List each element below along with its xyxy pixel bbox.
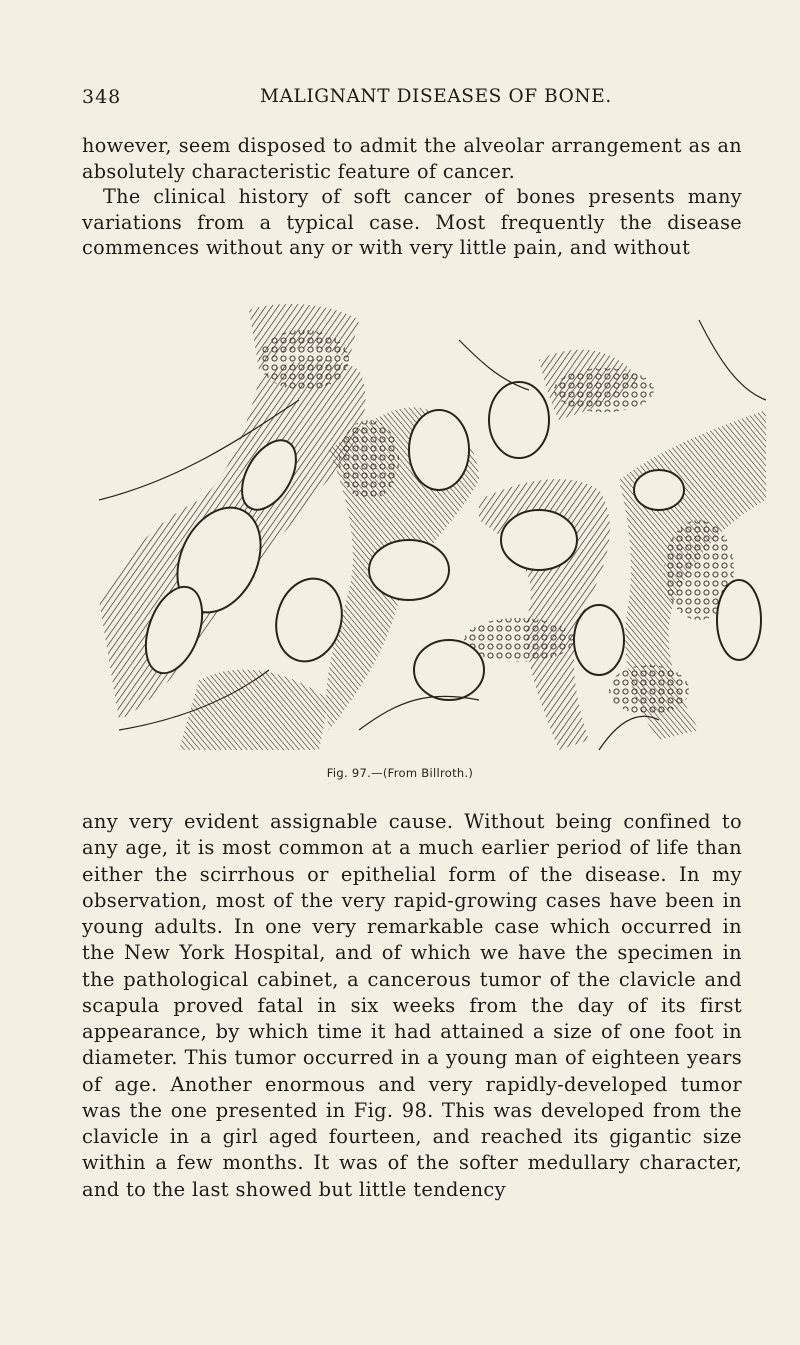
text-block-top [82,133,742,261]
alveolar-stroma-illustration [99,300,766,752]
paragraph-continued: however, seem disposed to admit the alveolar arrangement as an absolutely characteristic feature of cancer. [82,134,742,183]
running-head [82,86,738,116]
stroma-mesh [99,300,766,752]
figure-caption: Fig. 97.—(From Billroth.) [326,766,474,780]
page-number: 348 [82,86,122,108]
figure-engraving [99,300,766,752]
paragraph-clinical-course: any very evident assignable cause. Without being confined to any age, it is most common at a much earlier period of life than either the scirrhous or epithelial form of the disease. In my observation, most of the very rapid-growing cases have been in young adults. In one very remarkable case which occurred in the New York Hospital, and of which we have the specimen in the pathological cabinet, a cancerous tumor of the clavicle and scapula proved fatal in six weeks from the day of its first appearance, by which time it had attained a size of one foot in diameter. This tumor occurred in a young man of eighteen years of age. Another enormous and very rapidly-developed tumor was the one presented in Fig. 98. This was developed from the clavicle in a girl aged fourteen, and reached its gigantic size within a few months. It was of the softer medullary character, and to the last showed but little tendency [82,810,742,1201]
paragraph-clinical-history: The clinical history of soft cancer of bones presents many variations from a typical case. Most frequently the disease commences without any or with very little pain, and without [82,185,742,259]
running-title: MALIGNANT DISEASES OF BONE. [260,86,612,107]
text-block-bottom [82,809,742,1203]
